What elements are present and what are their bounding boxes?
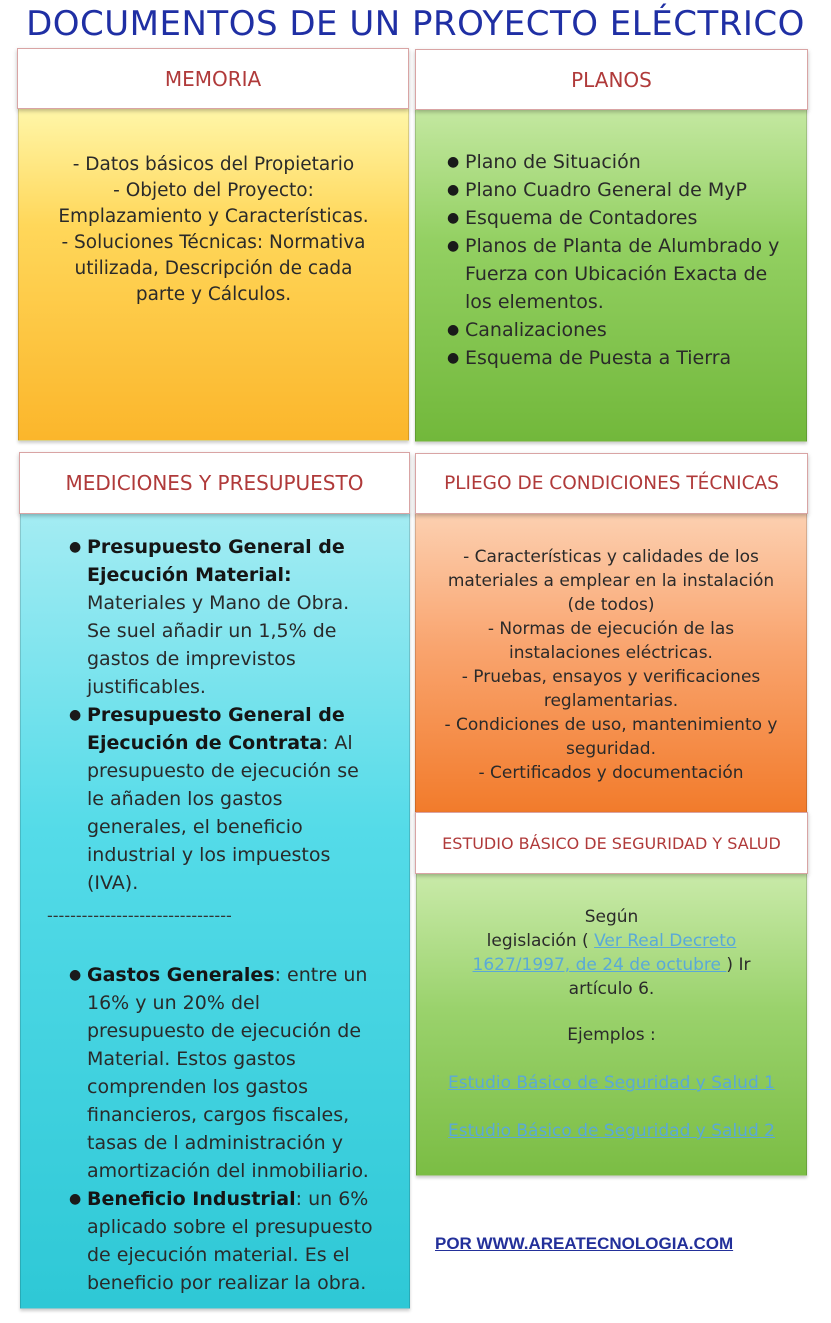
list-item: ● Planos de Planta de Alumbrado y Fuerza con Ubicación Exacta de los elementos. (447, 232, 802, 316)
list-item: ● Gastos Generales: entre un 16% y un 20% del presupuesto de ejecución de Material. Estos gastos comprenden los gastos financieros, cargos fiscales, tasas de l administración y amortización del inmobiliario. (69, 961, 404, 1185)
list-item: ● Plano Cuadro General de MyP (447, 176, 802, 204)
divider: -------------------------------- (47, 906, 232, 925)
mediciones-header: MEDICIONES Y PRESUPUESTO (19, 452, 410, 514)
list-item: ● Presupuesto General de Ejecución de Contrata: Al presupuesto de ejecución se le añaden los gastos generales, el beneficio industrial y los impuestos (IVA). (69, 701, 399, 897)
real-decreto-link[interactable]: Ver Real Decreto (594, 931, 737, 951)
pliego-header: PLIEGO DE CONDICIONES TÉCNICAS (415, 453, 808, 514)
memoria-line: - Datos básicos del Propietario (72, 154, 355, 175)
list-item: ● Canalizaciones (447, 316, 802, 344)
estudio-header: ESTUDIO BÁSICO DE SEGURIDAD Y SALUD (415, 812, 808, 874)
footer-credit-link[interactable]: POR WWW.AREATECNOLOGIA.COM (435, 1234, 734, 1253)
page-title: DOCUMENTOS DE UN PROYECTO ELÉCTRICO (26, 4, 805, 44)
pliego-line: materiales a emplear en la instalación (447, 571, 775, 591)
pliego-line: reglamentarias. (543, 691, 679, 711)
estudio-text: Según legislación ( Ver Real Decreto 1627/1997, de 24 de octubre ) Ir artículo 6. Ejemplos : Estudio Básico de Seguridad y Salud 1 Estudio Básico de Seguridad y Salud 2 (448, 907, 775, 1141)
list-item: ● Esquema de Contadores (447, 204, 802, 232)
pliego-line: seguridad. (566, 739, 656, 759)
memoria-line: parte y Cálculos. (135, 284, 292, 305)
mediciones-list-2 (69, 961, 404, 1297)
planos-list (447, 148, 802, 372)
list-item: ● Presupuesto General de Ejecución Material: Materiales y Mano de Obra. Se suel añadir un 1,5% de gastos de imprevistos justificables. (69, 533, 399, 701)
pliego-line: - Condiciones de uso, mantenimiento y (444, 715, 778, 735)
mediciones-list-1 (69, 533, 399, 897)
pliego-line: - Características y calidades de los (463, 547, 759, 567)
example-link-2[interactable]: Estudio Básico de Seguridad y Salud 2 (448, 1121, 775, 1141)
example-link-1[interactable]: Estudio Básico de Seguridad y Salud 1 (448, 1073, 775, 1093)
memoria-line: - Objeto del Proyecto: (113, 180, 314, 201)
pliego-line: - Certificados y documentación (478, 763, 744, 783)
pliego-line: - Pruebas, ensayos y verificaciones (461, 667, 761, 687)
real-decreto-link-date[interactable]: 1627/1997, de 24 de octubre (472, 955, 727, 975)
memoria-text (18, 152, 409, 308)
pliego-text (415, 545, 807, 785)
pliego-line: instalaciones eléctricas. (509, 643, 713, 663)
memoria-line: - Soluciones Técnicas: Normativa (61, 232, 366, 253)
pliego-line: - Normas de ejecución de las (487, 619, 735, 639)
memoria-line: utilizada, Descripción de cada (74, 258, 353, 279)
pliego-line: (de todos) (567, 595, 655, 615)
list-item: ● Esquema de Puesta a Tierra (447, 344, 802, 372)
memoria-line: Emplazamiento y Características. (58, 206, 369, 227)
list-item: ● Plano de Situación (447, 148, 802, 176)
planos-header: PLANOS (415, 49, 808, 110)
list-item: ● Beneficio Industrial: un 6% aplicado sobre el presupuesto de ejecución material. Es el beneficio por realizar la obra. (69, 1185, 404, 1297)
memoria-header: MEMORIA (17, 48, 409, 109)
